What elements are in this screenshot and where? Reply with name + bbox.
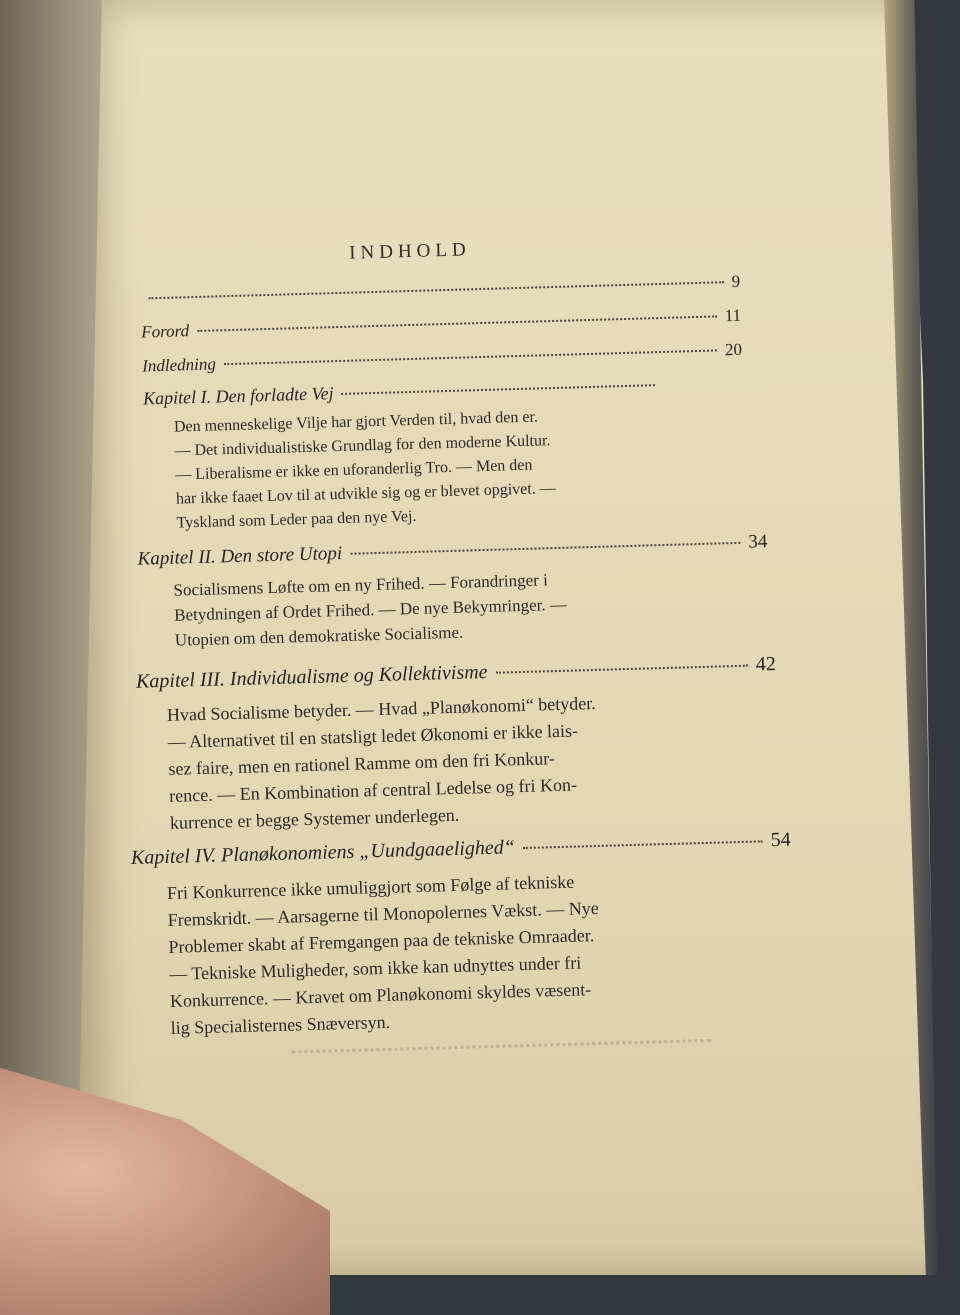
table-of-contents — [99, 221, 802, 1060]
leader-dots — [224, 349, 717, 365]
toc-entry-title: Indledning — [141, 354, 217, 376]
leader-dots — [350, 542, 740, 555]
chapter-3-summary — [167, 686, 751, 837]
leader-dots — [495, 665, 747, 674]
toc-entry-title: Kapitel III. Individualisme og Kollektivisme — [135, 660, 488, 693]
summary-line: Fri Konkurrence ikke umuliggjort som Følge af tekniske — [166, 871, 575, 903]
summary-line: — Det individualistiske Grundlag for den moderne Kultur. — [174, 432, 551, 460]
toc-entry-title: Kapitel IV. Planøkonomiens „Uundgaaelighed“ — [130, 836, 516, 869]
chapter-1-summary — [174, 400, 737, 536]
summary-line: lig Specialisternes Snæversyn. — [170, 1011, 391, 1038]
summary-line: Konkurrence. — Kravet om Planøkonomi skyldes væsent- — [169, 979, 592, 1011]
summary-line: Den menneskelige Vilje har gjort Verden til, hvad den er. — [173, 408, 539, 436]
toc-entry-page: 34 — [748, 531, 768, 553]
toc-entry-page: 42 — [755, 652, 777, 676]
leader-dots — [197, 315, 717, 332]
chapter-4-summary — [167, 863, 771, 1042]
summary-line: kurrence er begge Systemer underlegen. — [169, 804, 460, 833]
leader-dots — [523, 840, 763, 849]
summary-line: Hvad Socialisme betyder. — Hvad „Planøkonomi“ betyder. — [166, 692, 597, 725]
contents-heading: INDHOLD — [348, 239, 471, 264]
summary-line: Tyskland som Leder paa den nye Vej. — [176, 507, 417, 532]
summary-line: Problemer skabt af Fremgangen paa de tekniske Omraader. — [168, 925, 595, 957]
toc-entry-page: 20 — [724, 339, 743, 360]
summary-line: Utopien om den demokratiske Socialisme. — [174, 622, 464, 650]
summary-line: — Liberalisme er ikke en uforanderlig Tro. — Men den — [175, 456, 533, 484]
toc-entry-title: Kapitel II. Den store Utopi — [137, 542, 343, 570]
toc-entry-page: 11 — [724, 305, 742, 326]
leader-dots — [148, 281, 723, 299]
summary-line: — Alternativet til en statsligt ledet Økonomi er ikke lais- — [167, 720, 579, 752]
summary-line: Betydningen af Ordet Frihed. — De nye Bekymringer. — — [173, 594, 568, 625]
summary-line: Socialismens Løfte om en ny Frihed. — Forandringer i — [173, 570, 549, 600]
toc-entry-title: Kapitel I. Den forladte Vej — [142, 383, 334, 409]
summary-line: har ikke faaet Lov til at udvikle sig og er blevet opgivet. — — [175, 479, 556, 508]
toc-entry-page: 9 — [731, 271, 741, 291]
chapter-2-summary — [173, 562, 735, 653]
toc-entry-page: 54 — [770, 828, 792, 852]
summary-line: rence. — En Kombination af central Ledelse og fri Kon- — [168, 774, 578, 806]
summary-line: Fremskridt. — Aarsagerne til Monopolernes Vækst. — Nye — [167, 897, 599, 930]
summary-line: — Tekniske Muligheder, som ikke kan udnyttes under fri — [168, 952, 582, 984]
summary-line: sez faire, men en rationel Ramme om den fri Konkur- — [168, 748, 556, 779]
leader-dots — [342, 384, 655, 395]
toc-entry-title: Forord — [141, 321, 190, 342]
